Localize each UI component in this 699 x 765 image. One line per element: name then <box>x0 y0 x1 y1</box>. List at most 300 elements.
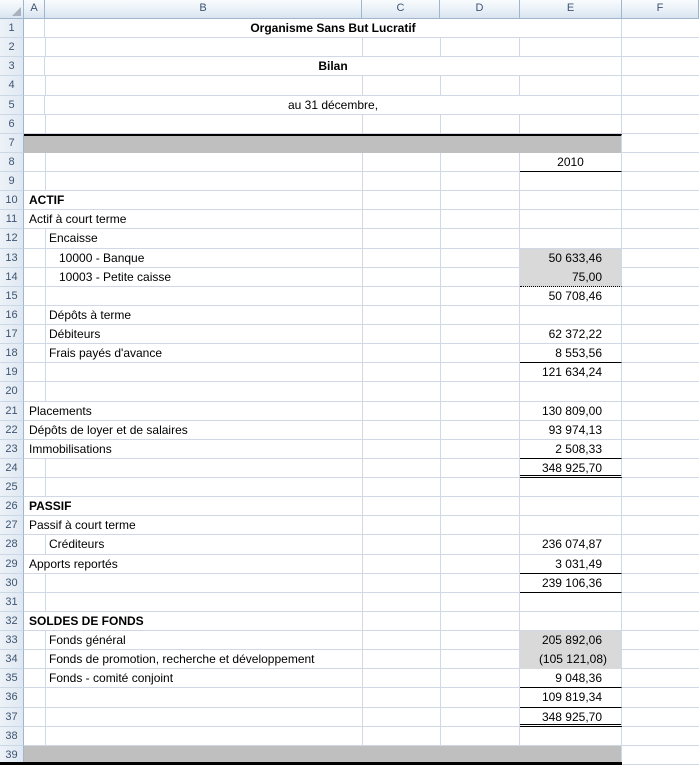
gridline <box>45 669 46 687</box>
cell-E29[interactable] <box>520 555 622 574</box>
cell-F24[interactable] <box>622 459 699 478</box>
cell-F21[interactable] <box>622 402 699 421</box>
sheet-row-19 <box>0 363 699 382</box>
cell-A26[interactable] <box>24 497 520 516</box>
column-header-F[interactable]: F <box>622 0 699 19</box>
row-header-4[interactable]: 4 <box>0 76 24 95</box>
cell-A9[interactable] <box>24 172 520 191</box>
sheet-row-18 <box>0 344 699 363</box>
cell-E19[interactable] <box>520 363 622 382</box>
column-header-C[interactable]: C <box>362 0 440 19</box>
select-all-corner[interactable] <box>0 0 24 19</box>
cell-value: 93 974,13 <box>548 422 602 437</box>
cell-E25[interactable] <box>520 478 622 497</box>
gridline <box>45 268 46 286</box>
cell-E10[interactable] <box>520 191 622 210</box>
sheet-row-15 <box>0 287 699 306</box>
row-header-25[interactable]: 25 <box>0 478 24 497</box>
cell-E30[interactable] <box>520 574 622 593</box>
sheet-row-3 <box>0 57 699 76</box>
cell-A25[interactable] <box>24 478 520 497</box>
row-label: Fonds de promotion, recherche et développement <box>49 652 315 667</box>
cell-F8[interactable] <box>622 153 699 172</box>
gridline <box>440 421 441 439</box>
cell-F13[interactable] <box>622 249 699 268</box>
cell-B12[interactable] <box>24 229 520 248</box>
cell-E13[interactable] <box>520 249 622 268</box>
row-label: Créditeurs <box>49 537 105 552</box>
cell-B3[interactable]: Bilan <box>45 57 622 76</box>
gridline <box>45 708 46 726</box>
cell-F10[interactable] <box>622 191 699 210</box>
cell-F12[interactable] <box>622 229 699 248</box>
row-label: Frais payés d'avance <box>49 346 163 361</box>
gridline <box>440 268 441 286</box>
row-header-35[interactable]: 35 <box>0 669 24 688</box>
gridline <box>362 191 363 209</box>
gridline <box>362 631 363 649</box>
sheet-row-35 <box>0 669 699 688</box>
row-header-34[interactable]: 34 <box>0 650 24 669</box>
sheet-row-23 <box>0 440 699 459</box>
row-header-3[interactable]: 3 <box>0 57 24 76</box>
cell-A4[interactable] <box>24 76 520 95</box>
row-header-37[interactable]: 37 <box>0 708 24 727</box>
cell-F2[interactable] <box>622 38 699 57</box>
gridline <box>45 115 46 133</box>
gridline <box>362 459 363 477</box>
column-header-E[interactable]: E <box>520 0 622 19</box>
gridline <box>440 669 441 687</box>
cell-value: 130 809,00 <box>541 403 602 418</box>
gridline <box>362 478 363 496</box>
cell-value: 109 819,34 <box>541 690 602 705</box>
row-header-20[interactable]: 20 <box>0 382 24 401</box>
row-header-8[interactable]: 8 <box>0 153 24 172</box>
cell-E6[interactable] <box>520 115 622 134</box>
gridline <box>362 363 363 381</box>
gridline <box>362 306 363 324</box>
cell-A23[interactable] <box>24 440 520 459</box>
cell-A30[interactable] <box>24 574 520 593</box>
cell-value: 239 106,36 <box>541 575 602 590</box>
cell-E2[interactable] <box>520 38 622 57</box>
row-label: SOLDES DE FONDS <box>29 613 144 628</box>
gridline <box>362 229 363 247</box>
cell-A15[interactable] <box>24 287 520 306</box>
row-label: Actif à court terme <box>29 212 127 227</box>
select-all-triangle-icon <box>12 7 21 16</box>
gridline <box>362 268 363 286</box>
gridline <box>440 535 441 553</box>
cell-B5[interactable]: au 31 décembre, <box>45 96 622 115</box>
cell-E24[interactable] <box>520 459 622 478</box>
cell-A32[interactable] <box>24 612 520 631</box>
sheet-row-1 <box>0 19 699 38</box>
gridline <box>440 631 441 649</box>
gridline <box>362 153 363 171</box>
cell-F37[interactable] <box>622 708 699 727</box>
gridline <box>362 325 363 343</box>
row-header-6[interactable]: 6 <box>0 115 24 134</box>
gridline <box>440 38 441 56</box>
cell-F22[interactable] <box>622 421 699 440</box>
gridline <box>362 574 363 592</box>
cell-E11[interactable] <box>520 210 622 229</box>
cell-F11[interactable] <box>622 210 699 229</box>
sheet-row-37 <box>0 708 699 727</box>
sheet-row-25 <box>0 478 699 497</box>
gridline <box>440 574 441 592</box>
row-header-10[interactable]: 10 <box>0 191 24 210</box>
cell-A21[interactable] <box>24 402 520 421</box>
cell-value: 9 048,36 <box>555 671 602 686</box>
row-header-11[interactable]: 11 <box>0 210 24 229</box>
cell-E12[interactable] <box>520 229 622 248</box>
cell-F17[interactable] <box>622 325 699 344</box>
gridline <box>45 459 46 477</box>
cell-F39[interactable] <box>622 746 699 765</box>
row-header-12[interactable]: 12 <box>0 229 24 248</box>
cell-F33[interactable] <box>622 631 699 650</box>
gridline <box>362 115 363 133</box>
sheet-row-10 <box>0 191 699 210</box>
row-label: Immobilisations <box>29 441 112 456</box>
cell-value: 348 925,70 <box>541 460 602 475</box>
row-header-5[interactable]: 5 <box>0 96 24 115</box>
sheet-row-9 <box>0 172 699 191</box>
cell-B1[interactable]: Organisme Sans But Lucratif <box>45 19 622 38</box>
sheet-row-12 <box>0 229 699 248</box>
gridline <box>440 76 441 94</box>
gridline <box>45 574 46 592</box>
cell-B14[interactable] <box>24 268 520 287</box>
gridline <box>45 382 46 400</box>
cell-A1[interactable] <box>24 19 45 38</box>
cell-A22[interactable] <box>24 421 520 440</box>
sheet-row-5 <box>0 96 699 115</box>
cell-F32[interactable] <box>622 612 699 631</box>
cell-F30[interactable] <box>622 574 699 593</box>
row-label: Fonds général <box>49 633 126 647</box>
cell-value: 2 508,33 <box>555 441 602 456</box>
gridline <box>440 382 441 400</box>
cell-A2[interactable] <box>24 38 520 57</box>
sheet-row-2 <box>0 38 699 57</box>
cell-A11[interactable] <box>24 210 520 229</box>
cell-E18[interactable] <box>520 344 622 363</box>
gridline <box>362 708 363 726</box>
gridline <box>440 229 441 247</box>
cell-E16[interactable] <box>520 306 622 325</box>
cell-A31[interactable] <box>24 593 520 612</box>
gridline <box>362 440 363 458</box>
gridline <box>45 688 46 706</box>
cell-A3[interactable] <box>24 57 45 76</box>
sheet-row-4 <box>0 76 699 95</box>
cell-E38[interactable] <box>520 727 622 746</box>
cell-A20[interactable] <box>24 382 520 401</box>
row-label: Passif à court terme <box>29 518 136 533</box>
row-header-22[interactable]: 22 <box>0 421 24 440</box>
sheet-row-34 <box>0 650 699 669</box>
cell-value: 121 634,24 <box>541 365 602 380</box>
row-label: Placements <box>29 403 92 418</box>
sheet-row-26 <box>0 497 699 516</box>
gridline <box>362 650 363 668</box>
gridline <box>362 497 363 515</box>
gridline <box>45 631 46 649</box>
gridline <box>362 727 363 745</box>
row-label: Dépôts de loyer et de salaires <box>29 422 188 437</box>
row-header-2[interactable]: 2 <box>0 38 24 57</box>
cell-F4[interactable] <box>622 76 699 95</box>
row-header-19[interactable]: 19 <box>0 363 24 382</box>
gridline <box>440 516 441 534</box>
row-header-26[interactable]: 26 <box>0 497 24 516</box>
row-header-7[interactable]: 7 <box>0 134 24 153</box>
row-header-39[interactable]: 39 <box>0 746 24 765</box>
cell-F31[interactable] <box>622 593 699 612</box>
row-header-29[interactable]: 29 <box>0 555 24 574</box>
sheet-row-36 <box>0 688 699 707</box>
cell-value: 62 372,22 <box>548 327 602 341</box>
gridline <box>440 612 441 630</box>
cell-E15[interactable] <box>520 287 622 306</box>
row-label: Débiteurs <box>49 327 101 341</box>
cell-E27[interactable] <box>520 516 622 535</box>
cell-E28[interactable] <box>520 535 622 554</box>
row-header-1[interactable]: 1 <box>0 19 24 38</box>
gridline <box>362 555 363 573</box>
row-header-30[interactable]: 30 <box>0 574 24 593</box>
row-label: Apports reportés <box>29 556 118 571</box>
cell-A19[interactable] <box>24 363 520 382</box>
sheet-row-16 <box>0 306 699 325</box>
row-header-27[interactable]: 27 <box>0 516 24 535</box>
gridline <box>362 535 363 553</box>
cell-F26[interactable] <box>622 497 699 516</box>
gridline <box>440 115 441 133</box>
row-header-15[interactable]: 15 <box>0 287 24 306</box>
cell-E17[interactable] <box>520 325 622 344</box>
cell-A5[interactable] <box>24 96 45 115</box>
cell-B35[interactable] <box>24 669 520 688</box>
gridline <box>440 440 441 458</box>
row-header-24[interactable]: 24 <box>0 459 24 478</box>
cell-A38[interactable] <box>24 727 520 746</box>
cell-value: 75,00 <box>571 269 602 284</box>
gridline <box>440 478 441 496</box>
gridline <box>440 363 441 381</box>
sheet-row-28 <box>0 535 699 554</box>
cell-E8[interactable] <box>520 153 622 172</box>
cell-F20[interactable] <box>622 382 699 401</box>
gridline <box>362 210 363 228</box>
row-label: 10003 - Petite caisse <box>59 269 172 284</box>
gridline <box>440 344 441 362</box>
row-header-33[interactable]: 33 <box>0 631 24 650</box>
cell-E31[interactable] <box>520 593 622 612</box>
gridline <box>362 593 363 611</box>
cell-F9[interactable] <box>622 172 699 191</box>
cell-value: 50 708,46 <box>548 288 602 303</box>
cell-F38[interactable] <box>622 727 699 746</box>
cell-B33[interactable] <box>24 631 520 650</box>
cell-A10[interactable] <box>24 191 520 210</box>
cell-A6[interactable] <box>24 115 520 134</box>
cell-B17[interactable] <box>24 325 520 344</box>
sheet-row-14 <box>0 268 699 287</box>
column-header-B[interactable]: B <box>45 0 362 19</box>
row-header-9[interactable]: 9 <box>0 172 24 191</box>
gridline <box>362 669 363 687</box>
gridline <box>45 593 46 611</box>
row-header-13[interactable]: 13 <box>0 249 24 268</box>
sheet-row-22 <box>0 421 699 440</box>
cell-F7[interactable] <box>622 134 699 153</box>
gridline <box>362 38 363 56</box>
cell-E32[interactable] <box>520 612 622 631</box>
gridline <box>440 555 441 573</box>
sheet-row-6 <box>0 115 699 134</box>
cell-E21[interactable] <box>520 402 622 421</box>
cell-value: (105 121,08) <box>538 652 607 667</box>
cell-F28[interactable] <box>622 535 699 554</box>
cell-F35[interactable] <box>622 669 699 688</box>
sheet-row-20 <box>0 382 699 401</box>
gridline <box>440 727 441 745</box>
cell-value: 236 074,87 <box>541 537 602 552</box>
gridline <box>362 688 363 706</box>
cell-E26[interactable] <box>520 497 622 516</box>
cell-A29[interactable] <box>24 555 520 574</box>
column-header-D[interactable]: D <box>440 0 520 19</box>
cell-F3[interactable] <box>622 57 699 76</box>
cell-A8[interactable] <box>24 153 520 172</box>
cell-F1[interactable] <box>622 19 699 38</box>
cell-F19[interactable] <box>622 363 699 382</box>
cell-F14[interactable] <box>622 268 699 287</box>
cell-F29[interactable] <box>622 555 699 574</box>
sheet-row-7 <box>0 134 699 153</box>
band-cells-row-7[interactable] <box>24 134 622 153</box>
sheet-row-21 <box>0 402 699 421</box>
sheet-row-11 <box>0 210 699 229</box>
row-label: PASSIF <box>29 499 72 514</box>
cell-F27[interactable] <box>622 516 699 535</box>
cell-E33[interactable] <box>520 631 622 650</box>
gridline <box>362 612 363 630</box>
cell-E34[interactable] <box>520 650 622 669</box>
gridline <box>45 172 46 190</box>
gridline <box>45 727 46 745</box>
row-label: Fonds - comité conjoint <box>49 671 174 686</box>
cell-E23[interactable] <box>520 440 622 459</box>
gridline <box>440 688 441 706</box>
cell-A37[interactable] <box>24 708 520 727</box>
cell-E22[interactable] <box>520 421 622 440</box>
row-label: ACTIF <box>29 193 65 208</box>
sheet-row-38 <box>0 727 699 746</box>
cell-F5[interactable] <box>622 96 699 115</box>
cell-F18[interactable] <box>622 344 699 363</box>
row-header-18[interactable]: 18 <box>0 344 24 363</box>
gridline <box>362 249 363 267</box>
gridline <box>362 172 363 190</box>
gridline <box>440 459 441 477</box>
row-header-17[interactable]: 17 <box>0 325 24 344</box>
row-header-16[interactable]: 16 <box>0 306 24 325</box>
cell-E37[interactable] <box>520 708 622 727</box>
gridline <box>362 287 363 305</box>
cell-F36[interactable] <box>622 688 699 707</box>
sheet-row-32 <box>0 612 699 631</box>
column-header-A[interactable]: A <box>24 0 45 19</box>
gridline <box>440 191 441 209</box>
cell-E36[interactable] <box>520 688 622 707</box>
row-header-14[interactable]: 14 <box>0 268 24 287</box>
gridline <box>440 325 441 343</box>
cell-B34[interactable] <box>24 650 520 669</box>
cell-E9[interactable] <box>520 172 622 191</box>
cell-B16[interactable] <box>24 306 520 325</box>
cell-E4[interactable] <box>520 76 622 95</box>
cell-F25[interactable] <box>622 478 699 497</box>
cell-F15[interactable] <box>622 287 699 306</box>
sheet-row-30 <box>0 574 699 593</box>
cell-A27[interactable] <box>24 516 520 535</box>
gridline <box>45 38 46 56</box>
row-header-28[interactable]: 28 <box>0 535 24 554</box>
row-header-31[interactable]: 31 <box>0 593 24 612</box>
gridline <box>45 153 46 171</box>
sheet-row-8 <box>0 153 699 172</box>
cell-F34[interactable] <box>622 650 699 669</box>
cell-value: 8 553,56 <box>555 346 602 361</box>
gridline <box>440 402 441 420</box>
cell-E14[interactable] <box>520 268 622 287</box>
cell-E35[interactable] <box>520 669 622 688</box>
cell-A36[interactable] <box>24 688 520 707</box>
gridline <box>440 287 441 305</box>
cell-value: 50 633,46 <box>548 250 602 265</box>
row-header-38[interactable]: 38 <box>0 727 24 746</box>
cell-F16[interactable] <box>622 306 699 325</box>
gridline <box>45 325 46 343</box>
row-header-36[interactable]: 36 <box>0 688 24 707</box>
cell-B28[interactable] <box>24 535 520 554</box>
gridline <box>362 516 363 534</box>
row-label: 10000 - Banque <box>59 250 145 265</box>
row-label: Dépôts à terme <box>49 307 132 322</box>
sheet-row-13 <box>0 249 699 268</box>
row-header-23[interactable]: 23 <box>0 440 24 459</box>
row-header-21[interactable]: 21 <box>0 402 24 421</box>
cell-B13[interactable] <box>24 249 520 268</box>
cell-A24[interactable] <box>24 459 520 478</box>
cell-E20[interactable] <box>520 382 622 401</box>
cell-F23[interactable] <box>622 440 699 459</box>
gridline <box>440 650 441 668</box>
gridline <box>362 76 363 94</box>
gridline <box>45 650 46 668</box>
gridline <box>440 497 441 515</box>
gridline <box>45 229 46 247</box>
cell-F6[interactable] <box>622 115 699 134</box>
row-header-32[interactable]: 32 <box>0 612 24 631</box>
cell-B18[interactable] <box>24 344 520 363</box>
